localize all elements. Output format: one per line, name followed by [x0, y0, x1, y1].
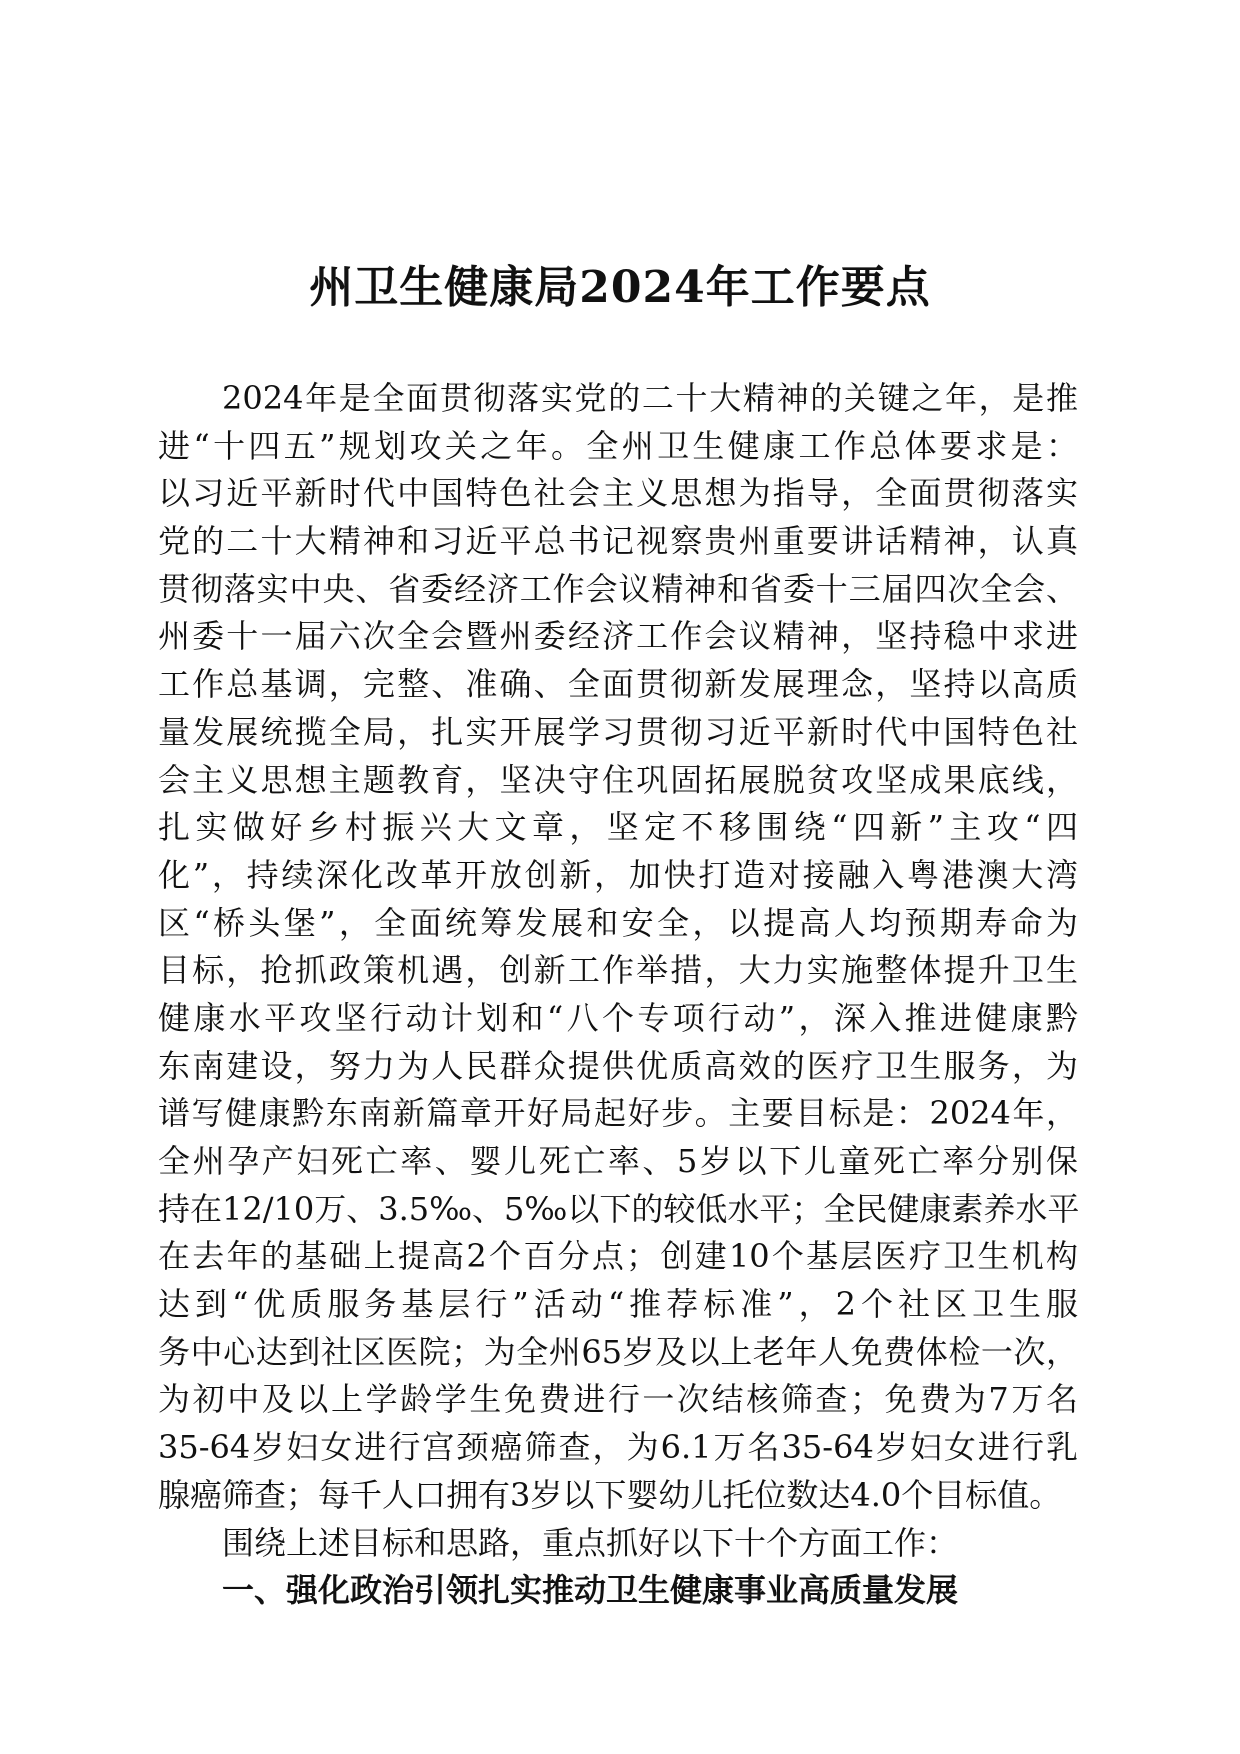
paragraph-line: 扎实做好乡村振兴大文章，坚定不移围绕“四新”主攻“四 [158, 808, 1078, 847]
paragraph-line: 2024年是全面贯彻落实党的二十大精神的关键之年，是推 [222, 379, 1078, 417]
paragraph-line: 谱写健康黔东南新篇章开好局起好步。主要目标是：2024年， [158, 1094, 1078, 1133]
paragraph-line: 以习近平新时代中国特色社会主义思想为指导，全面贯彻落实 [158, 474, 1078, 513]
paragraph-line: 全州孕产妇死亡率、婴儿死亡率、5岁以下儿童死亡率分别保 [158, 1142, 1078, 1180]
paragraph-line: 健康水平攻坚行动计划和“八个专项行动”，深入推进健康黔 [158, 998, 1078, 1037]
paragraph-line: 为初中及以上学龄学生免费进行一次结核筛查；免费为7万名 [158, 1380, 1078, 1419]
paragraph-line: 区“桥头堡”，全面统筹发展和安全，以提高人均预期寿命为 [158, 903, 1078, 942]
paragraph-line: 务中心达到社区医院；为全州65岁及以上老年人免费体检一次， [158, 1332, 1078, 1371]
paragraph-line: 在去年的基础上提高2个百分点；创建10个基层医疗卫生机构 [158, 1237, 1078, 1276]
paragraph-line: 达到“优质服务基层行”活动“推荐标准”，2个社区卫生服 [158, 1285, 1078, 1324]
paragraph-line: 35-64岁妇女进行宫颈癌筛查，为6.1万名35-64岁妇女进行乳 [158, 1428, 1078, 1467]
document-title: 州卫生健康局2024年工作要点 [309, 262, 931, 313]
paragraph-line: 会主义思想主题教育，坚决守住巩固拓展脱贫攻坚成果底线， [158, 760, 1078, 799]
section-heading-1: 一、强化政治引领扎实推动卫生健康事业高质量发展 [222, 1571, 959, 1610]
paragraph-line: 东南建设，努力为人民群众提供优质高效的医疗卫生服务，为 [158, 1046, 1078, 1085]
paragraph-line: 持在12/10万、3.5‰、5‰以下的较低水平；全民健康素养水平 [158, 1189, 1080, 1228]
paragraph-line: 腺癌筛查；每千人口拥有3岁以下婴幼儿托位数达4.0个目标值。 [158, 1475, 1062, 1514]
paragraph-line: 贯彻落实中央、省委经济工作会议精神和省委十三届四次全会、 [158, 569, 1078, 608]
paragraph-line: 进“十四五”规划攻关之年。全州卫生健康工作总体要求是： [158, 426, 1078, 465]
paragraph-line: 工作总基调，完整、准确、全面贯彻新发展理念，坚持以高质 [158, 665, 1078, 704]
paragraph-line: 州委十一届六次全会暨州委经济工作会议精神，坚持稳中求进 [158, 617, 1078, 656]
paragraph-line: 量发展统揽全局，扎实开展学习贯彻习近平新时代中国特色社 [158, 712, 1078, 751]
paragraph-line: 党的二十大精神和习近平总书记视察贵州重要讲话精神，认真 [158, 522, 1078, 561]
paragraph-line: 目标，抢抓政策机遇，创新工作举措，大力实施整体提升卫生 [158, 951, 1078, 990]
paragraph-line: 化”，持续深化改革开放创新，加快打造对接融入粤港澳大湾 [158, 855, 1078, 894]
paragraph-2: 围绕上述目标和思路，重点抓好以下十个方面工作： [222, 1523, 959, 1562]
document-body [158, 375, 1078, 1615]
